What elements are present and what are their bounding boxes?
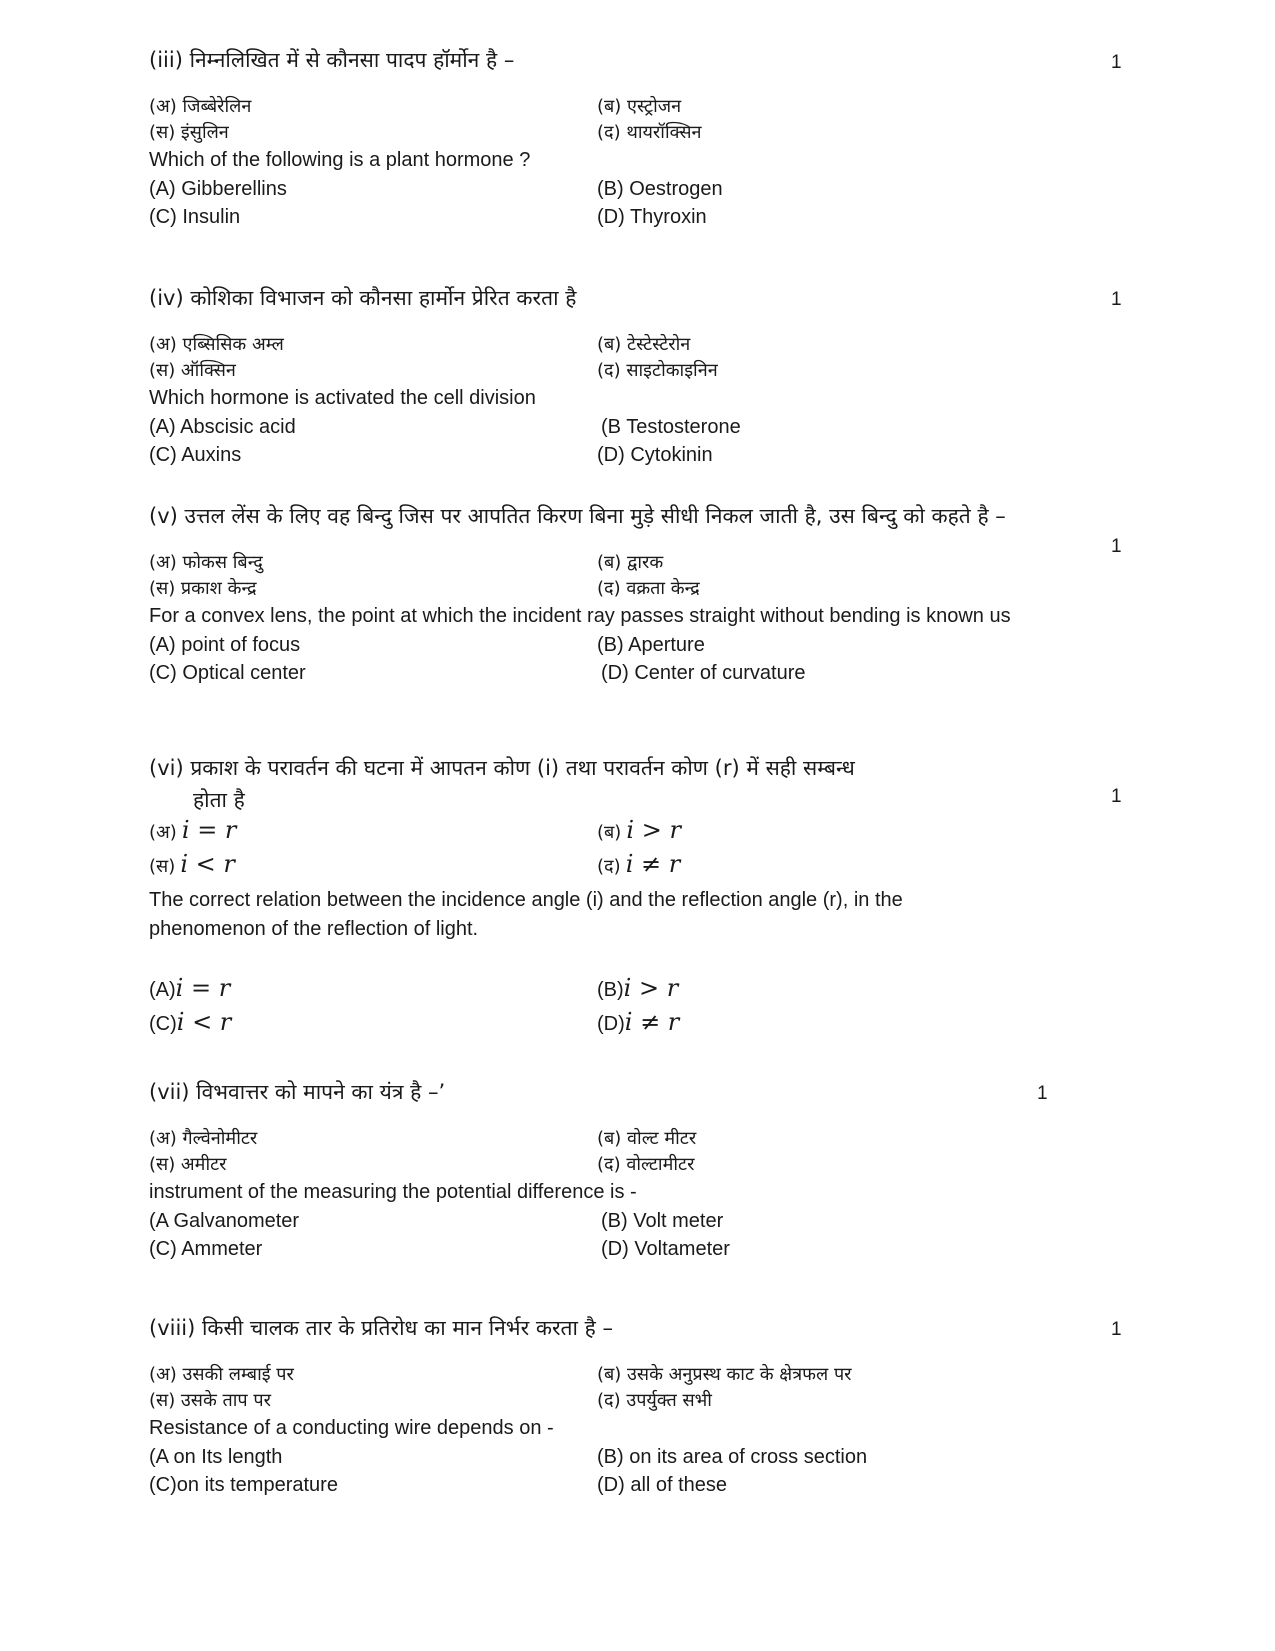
question-viii-english: Resistance of a conducting wire depends on -: [149, 1417, 554, 1439]
option-c-english: (C) Ammeter: [149, 1238, 263, 1260]
marks-iv: 1: [1111, 289, 1122, 310]
option-b-english-math: i > r: [623, 974, 679, 1002]
option-c-english-label: (C): [149, 1013, 177, 1035]
option-c-english-math: i < r: [176, 1008, 232, 1036]
option-b-hindi: (ब) उसके अनुप्रस्थ काट के क्षेत्रफल पर: [597, 1364, 852, 1385]
question-vi: [149, 752, 1129, 1042]
option-b-hindi: (ब) टेस्टेस्टेरोन: [597, 334, 691, 355]
option-a-english-math: i = r: [175, 974, 231, 1002]
question-iii: [149, 44, 1129, 231]
option-b-hindi-label: (ब): [597, 822, 622, 843]
option-c-english: (C)on its temperature: [149, 1474, 338, 1496]
question-viii-hindi: (viii) किसी चालक तार के प्रतिरोध का मान निर्भर करता है –: [149, 1316, 613, 1340]
option-b-english: (B) Oestrogen: [597, 178, 723, 200]
question-iii-english: Which of the following is a plant hormone ?: [149, 149, 531, 171]
option-c-math: i < r: [180, 850, 235, 878]
marks-vi: 1: [1111, 786, 1122, 807]
option-d-hindi: (द) उपर्युक्त सभी: [597, 1390, 712, 1411]
option-a-english-label: (A): [149, 979, 176, 1001]
option-c-english: (C) Insulin: [149, 206, 241, 228]
question-vi-hindi-line2: होता है: [193, 788, 245, 812]
option-d-hindi: (द) थायरॉक्सिन: [597, 122, 702, 143]
option-a-math: i = r: [181, 816, 237, 844]
option-c-hindi: (स) अमीटर: [149, 1154, 227, 1175]
question-iii-hindi: (iii) निम्नलिखित में से कौनसा पादप हॉर्मोन है –: [149, 48, 515, 72]
marks-viii: 1: [1111, 1319, 1122, 1340]
question-v-english: For a convex lens, the point at which the incident ray passes straight without bending is known us: [149, 605, 1011, 627]
option-a-english: (A) point of focus: [149, 634, 301, 656]
option-b-math: i > r: [626, 816, 681, 844]
option-b-english-label: (B): [597, 979, 624, 1001]
option-d-math: i ≠ r: [625, 850, 681, 878]
option-d-english: (D) all of these: [597, 1474, 728, 1496]
option-d-english-math: i ≠ r: [624, 1008, 680, 1036]
option-c-hindi: (स) प्रकाश केन्द्र: [149, 578, 257, 599]
question-iv-hindi: (iv) कोशिका विभाजन को कौनसा हार्मोन प्रेरित करता है: [149, 286, 577, 310]
question-vi-english-line1: The correct relation between the incidence angle (i) and the reflection angle (r), in the: [149, 889, 903, 911]
question-v-hindi: (v) उत्तल लेंस के लिए वह बिन्दु जिस पर आपतित किरण बिना मुड़े सीधी निकल जाती है, उस बिन्दु को कहते है –: [149, 504, 1006, 528]
option-c-hindi: (स) उसके ताप पर: [149, 1390, 271, 1411]
question-v: [149, 500, 1079, 687]
question-vi-hindi-line1: (vi) प्रकाश के परावर्तन की घटना में आपतन कोण (i) तथा परावर्तन कोण (r) में सही सम्बन्ध: [149, 756, 855, 780]
question-iv: [149, 282, 1129, 469]
option-c-hindi: (स) इंसुलिन: [149, 122, 229, 143]
option-a-english: (A Galvanometer: [149, 1210, 300, 1232]
option-d-hindi: (द) साइटोकाइनिन: [597, 360, 718, 381]
option-a-hindi: (अ) उसकी लम्बाई पर: [149, 1364, 294, 1385]
marks-iii: 1: [1111, 52, 1122, 73]
option-b-hindi: (ब) एस्ट्रोजन: [597, 96, 682, 117]
option-b-english: (B) Aperture: [597, 634, 705, 656]
option-d-hindi: (द) वक्रता केन्द्र: [597, 578, 700, 599]
option-b-english: (B) on its area of cross section: [597, 1446, 868, 1468]
option-b-english: (B Testosterone: [601, 416, 741, 438]
question-vii-english: instrument of the measuring the potential difference is -: [149, 1181, 637, 1203]
option-a-hindi: (अ) एब्सिसिक अम्ल: [149, 334, 284, 355]
question-viii: [149, 1312, 1129, 1499]
question-vii: [149, 1076, 1129, 1263]
option-d-english: (D) Thyroxin: [597, 206, 707, 228]
option-d-english-label: (D): [597, 1013, 625, 1035]
option-d-english: (D) Center of curvature: [601, 662, 806, 684]
option-b-hindi: (ब) वोल्ट मीटर: [597, 1128, 697, 1149]
option-a-hindi: (अ) गैल्वेनोमीटर: [149, 1128, 258, 1149]
option-a-hindi: (अ) फोकस बिन्दु: [149, 552, 263, 573]
question-vii-hindi: (vii) विभवात्तर को मापने का यंत्र है –’: [149, 1080, 446, 1104]
option-c-hindi-label: (स): [149, 856, 176, 877]
marks-vii: 1: [1037, 1083, 1048, 1104]
marks-v: 1: [1111, 536, 1122, 557]
option-b-hindi: (ब) द्वारक: [597, 552, 664, 573]
option-a-hindi: (अ) जिब्बेरेलिन: [149, 96, 252, 117]
option-a-hindi-label: (अ): [149, 822, 177, 843]
option-b-english: (B) Volt meter: [601, 1210, 724, 1232]
option-c-hindi: (स) ऑक्सिन: [149, 360, 236, 381]
option-d-english: (D) Voltameter: [601, 1238, 730, 1260]
option-c-english: (C) Optical center: [149, 662, 306, 684]
option-d-hindi-label: (द): [597, 856, 621, 877]
option-a-english: (A) Gibberellins: [149, 178, 287, 200]
question-iv-english: Which hormone is activated the cell division: [149, 387, 536, 409]
option-a-english: (A on Its length: [149, 1446, 283, 1468]
option-d-hindi: (द) वोल्टामीटर: [597, 1154, 695, 1175]
option-d-english: (D) Cytokinin: [597, 444, 713, 466]
option-a-english: (A) Abscisic acid: [149, 416, 296, 438]
option-c-english: (C) Auxins: [149, 444, 242, 466]
question-vi-english-line2: phenomenon of the reflection of light.: [149, 918, 479, 940]
